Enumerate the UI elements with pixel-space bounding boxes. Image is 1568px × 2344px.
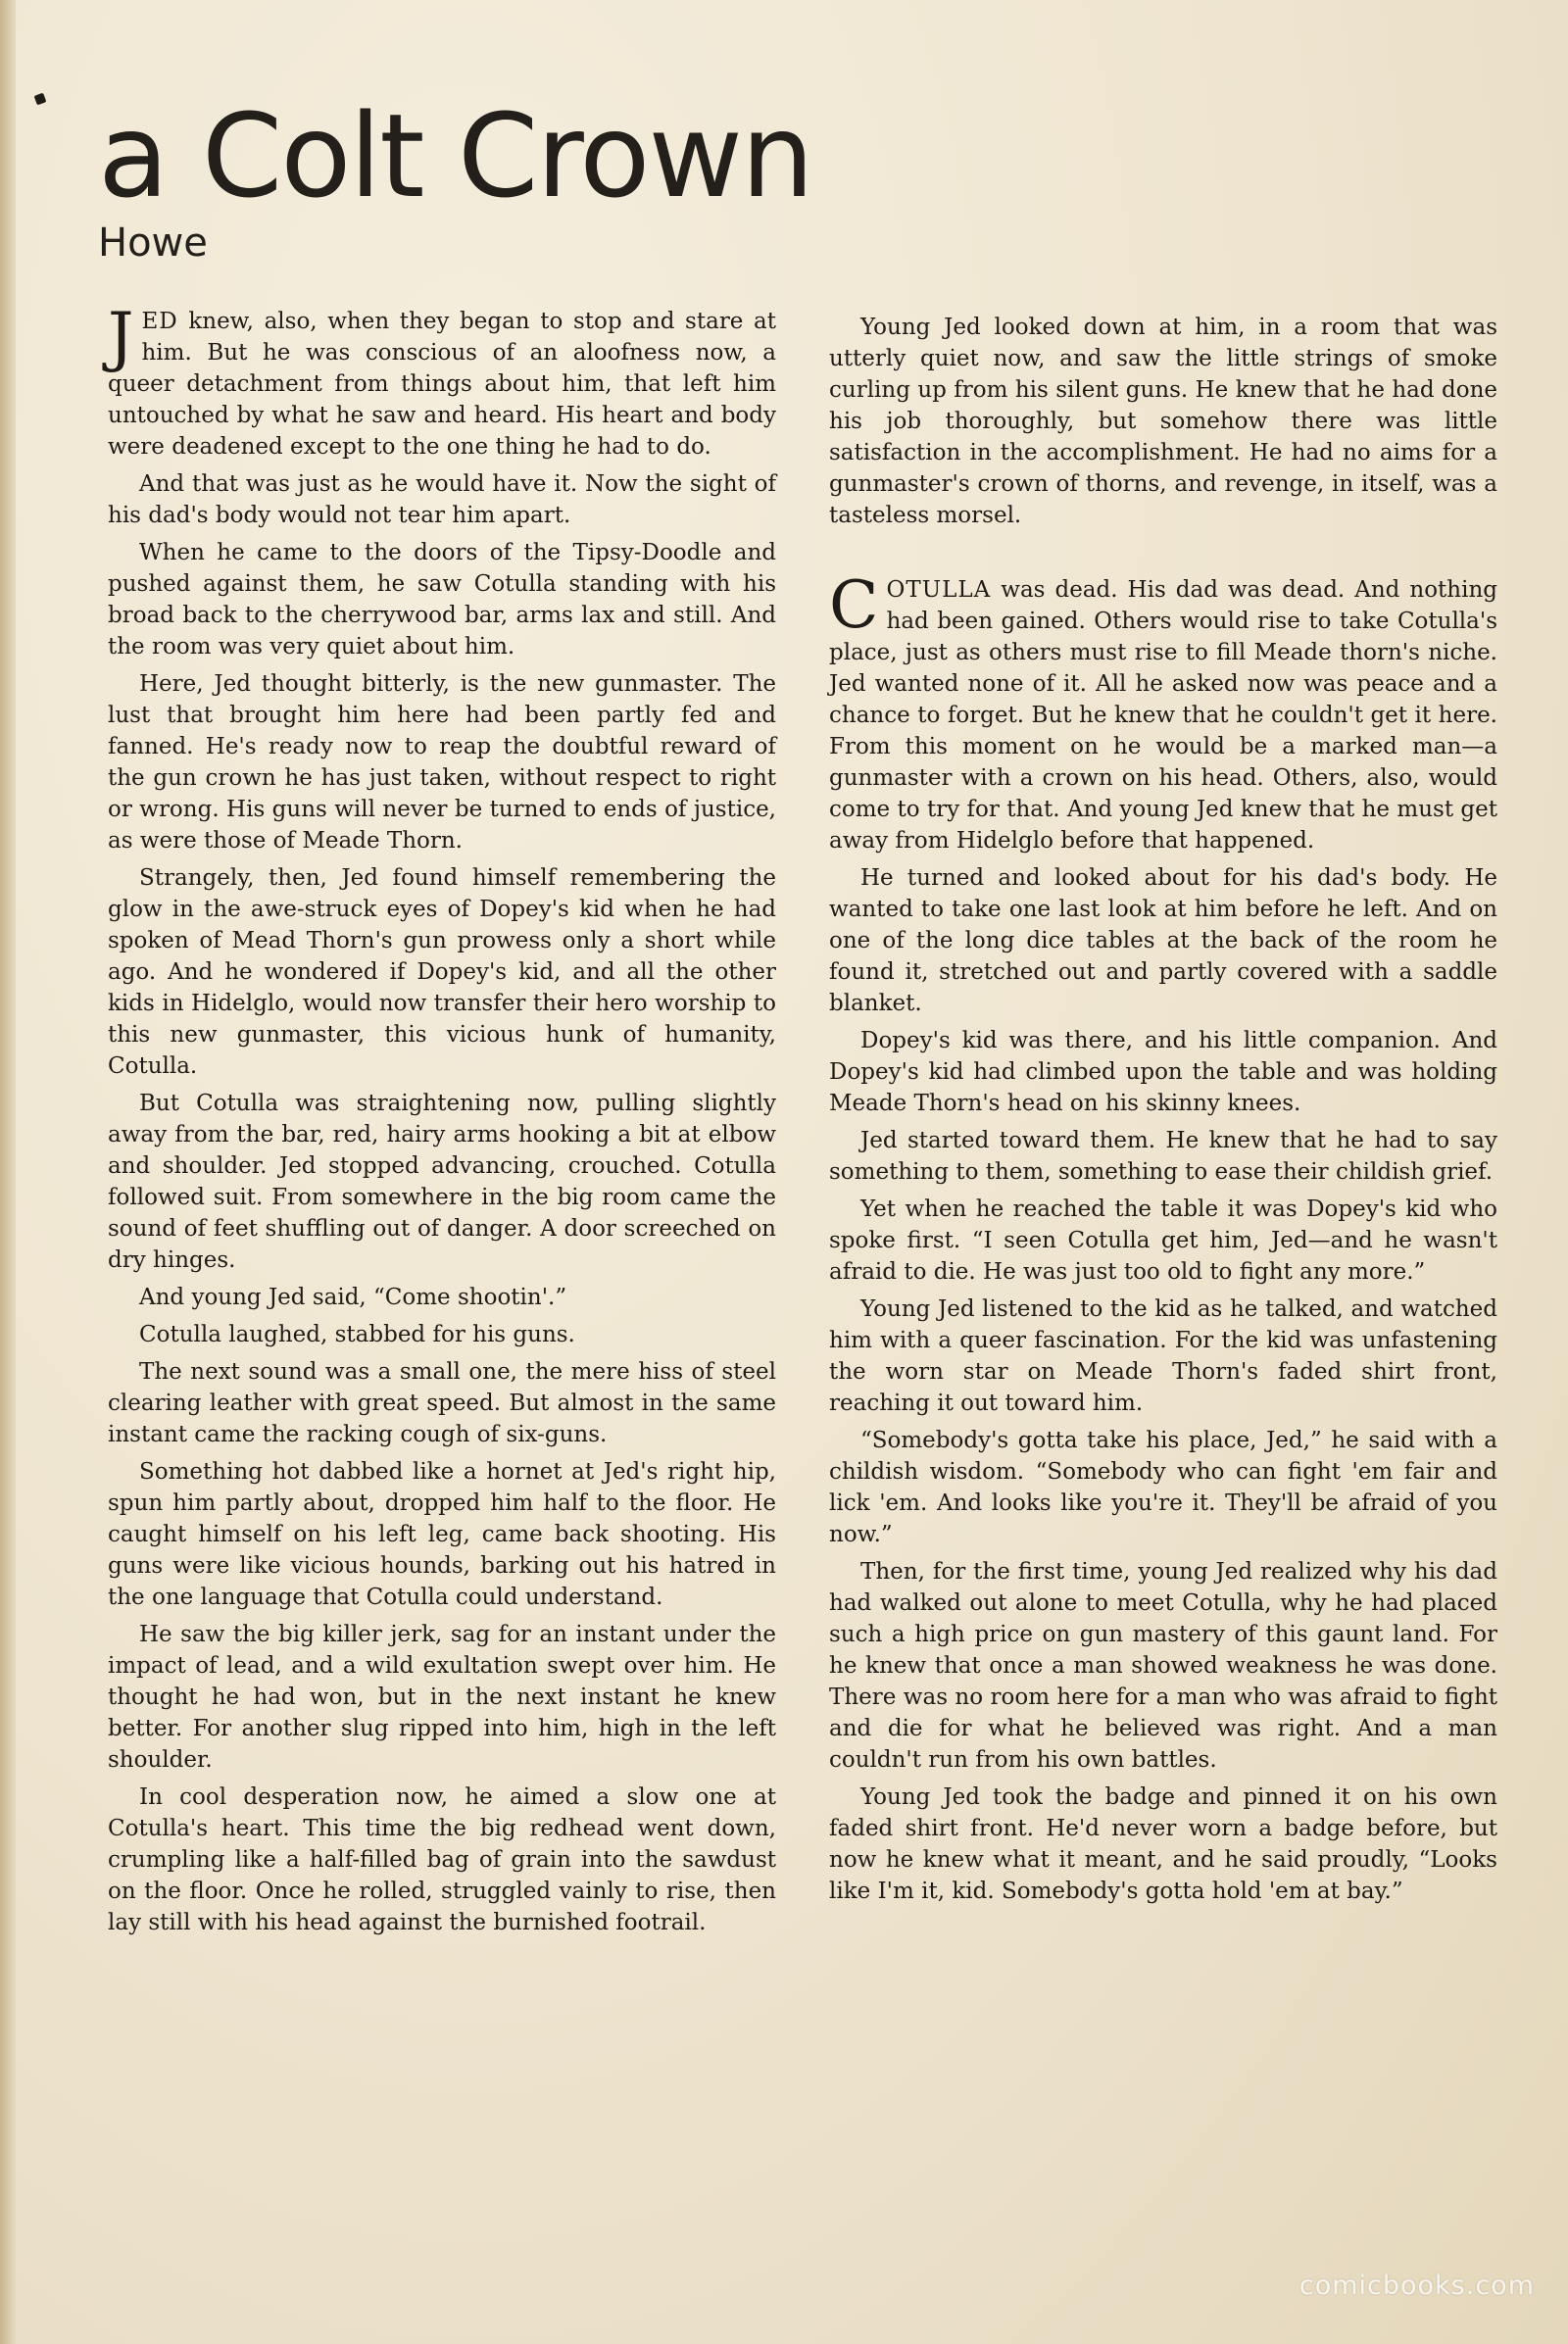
- paragraph: Cotulla laughed, stabbed for his guns.: [139, 1322, 575, 1347]
- paragraph: [829, 567, 1497, 856]
- paragraph: Dopey's kid was there, and his little companion. And Dopey's kid had climbed upon the table and was holding Meade Thorn's head on his skinny knees.: [829, 1028, 1497, 1116]
- bullet-mark: [34, 93, 47, 106]
- drop-cap: C: [829, 567, 879, 643]
- paragraph: Something hot dabbed like a hornet at Jed's right hip, spun him partly about, dropped him half to the floor. He caught himself on his left leg, came back shooting. His guns were like vicious hounds, barking out his hatred in the one language that Cotulla could understand.: [108, 1459, 776, 1610]
- drop-cap: J: [108, 299, 134, 374]
- paragraph: When he came to the doors of the Tipsy-Doodle and pushed against them, he saw Cotulla standing with his broad back to the cherrywood bar, arms lax and still. And the room was very quiet about him.: [108, 540, 776, 659]
- paragraph: Yet when he reached the table it was Dopey's kid who spoke first. “I seen Cotulla get him, Jed—and he wasn't afraid to die. He was just too old to fight any more.”: [829, 1196, 1497, 1285]
- paragraph: And that was just as he would have it. Now the sight of his dad's body would not tear him apart.: [108, 471, 776, 528]
- paragraph: [108, 299, 776, 463]
- paragraph: Young Jed looked down at him, in a room that was utterly quiet now, and saw the little strings of smoke curling up from his silent guns. He knew that he had done his job thoroughly, but somehow there was little satisfaction in the accomplishment. He had no aims for a gunmaster's crown of thorns, and revenge, in itself, was a tasteless morsel.: [829, 315, 1497, 528]
- paragraph: Here, Jed thought bitterly, is the new gunmaster. The lust that brought him here had been partly fed and fanned. He's ready now to reap the doubtful reward of the gun crown he has just taken, without respect to right or wrong. His guns will never be turned to ends of justice, as were those of Meade Thorn.: [108, 671, 776, 854]
- page-edge: [0, 0, 16, 2344]
- paragraph: Young Jed took the badge and pinned it on his own faded shirt front. He'd never worn a badge before, but now he knew what it meant, and he said proudly, “Looks like I'm it, kid. Somebody's gotta hold 'em at bay.”: [829, 1784, 1497, 1904]
- paragraph: In cool desperation now, he aimed a slow one at Cotulla's heart. This time the big redhead went down, crumpling like a half-filled bag of grain into the sawdust on the floor. Once he rolled, struggled vainly to rise, then lay still with his head against the burnished footrail.: [108, 1784, 776, 1935]
- paragraph: Strangely, then, Jed found himself remembering the glow in the awe-struck eyes of Dopey's kid when he had spoken of Mead Thorn's gun prowess only a short while ago. And he wondered if Dopey's kid, and all the other kids in Hidelglo, would now transfer their hero worship to this new gunmaster, this vicious hunk of humanity, Cotulla.: [108, 865, 776, 1079]
- paragraph: Young Jed listened to the kid as he talked, and watched him with a queer fascination. For the kid was unfastening the worn star on Meade Thorn's faded shirt front, reaching it out toward him.: [829, 1296, 1497, 1416]
- paragraph-text: was dead. His dad was dead. And nothing had been gained. Others would rise to take Cotulla's place, just as others must rise to fill Meade thorn's niche. Jed wanted none of it. All he asked now was peace and a chance to forget. But he knew that he couldn't get it here. From this moment on he would be a marked man—a gunmaster with a crown on his head. Others, also, would come to try for that. And young Jed knew that he must get away from Hidelglo before that happened.: [829, 577, 1497, 854]
- paragraph: He saw the big killer jerk, sag for an instant under the impact of lead, and a wild exultation swept over him. He thought he had won, but in the next instant he knew better. For another slug ripped into him, high in the left shoulder.: [108, 1622, 776, 1773]
- paragraph: Then, for the first time, young Jed realized why his dad had walked out alone to meet Cotulla, why he had placed such a high price on gun mastery of this gaunt land. For he knew that once a man showed weakness he was done. There was no room here for a man who was afraid to fight and die for what he believed was right. And a man couldn't run from his own battles.: [829, 1559, 1497, 1773]
- paragraph: He turned and looked about for his dad's body. He wanted to take one last look at him before he left. And on one of the long dice tables at the back of the room he found it, stretched out and partly covered with a saddle blanket.: [829, 865, 1497, 1016]
- paragraph: And young Jed said, “Come shootin'.”: [139, 1285, 567, 1310]
- story-title: a Colt Crown: [98, 88, 812, 223]
- watermark: comicbooks.com: [1298, 2271, 1535, 2301]
- lead-word: OTULLA: [886, 577, 992, 603]
- paragraph: The next sound was a small one, the mere hiss of steel clearing leather with great speed. But almost in the same instant came the racking cough of six-guns.: [108, 1359, 776, 1447]
- paragraph: “Somebody's gotta take his place, Jed,” he said with a childish wisdom. “Somebody who can fight 'em fair and lick 'em. And looks like you're it. They'll be afraid of you now.”: [829, 1428, 1497, 1547]
- paragraph: But Cotulla was straightening now, pulling slightly away from the bar, red, hairy arms hooking a bit at elbow and shoulder. Jed stopped advancing, crouched. Cotulla followed suit. From somewhere in the big room came the sound of feet shuffling out of danger. A door screeched on dry hinges.: [108, 1091, 776, 1273]
- paragraph-text: knew, also, when they began to stop and stare at him. But he was conscious of an aloofness now, a queer detachment from things about him, that left him untouched by what he saw and heard. His heart and body were deadened except to the one thing he had to do.: [108, 309, 776, 460]
- paragraph: Jed started toward them. He knew that he had to say something to them, something to ease their childish grief.: [829, 1128, 1497, 1185]
- lead-word: ED: [141, 309, 178, 334]
- left-column: [108, 299, 776, 1944]
- author-name: Howe: [98, 220, 208, 266]
- right-column: [829, 312, 1497, 1913]
